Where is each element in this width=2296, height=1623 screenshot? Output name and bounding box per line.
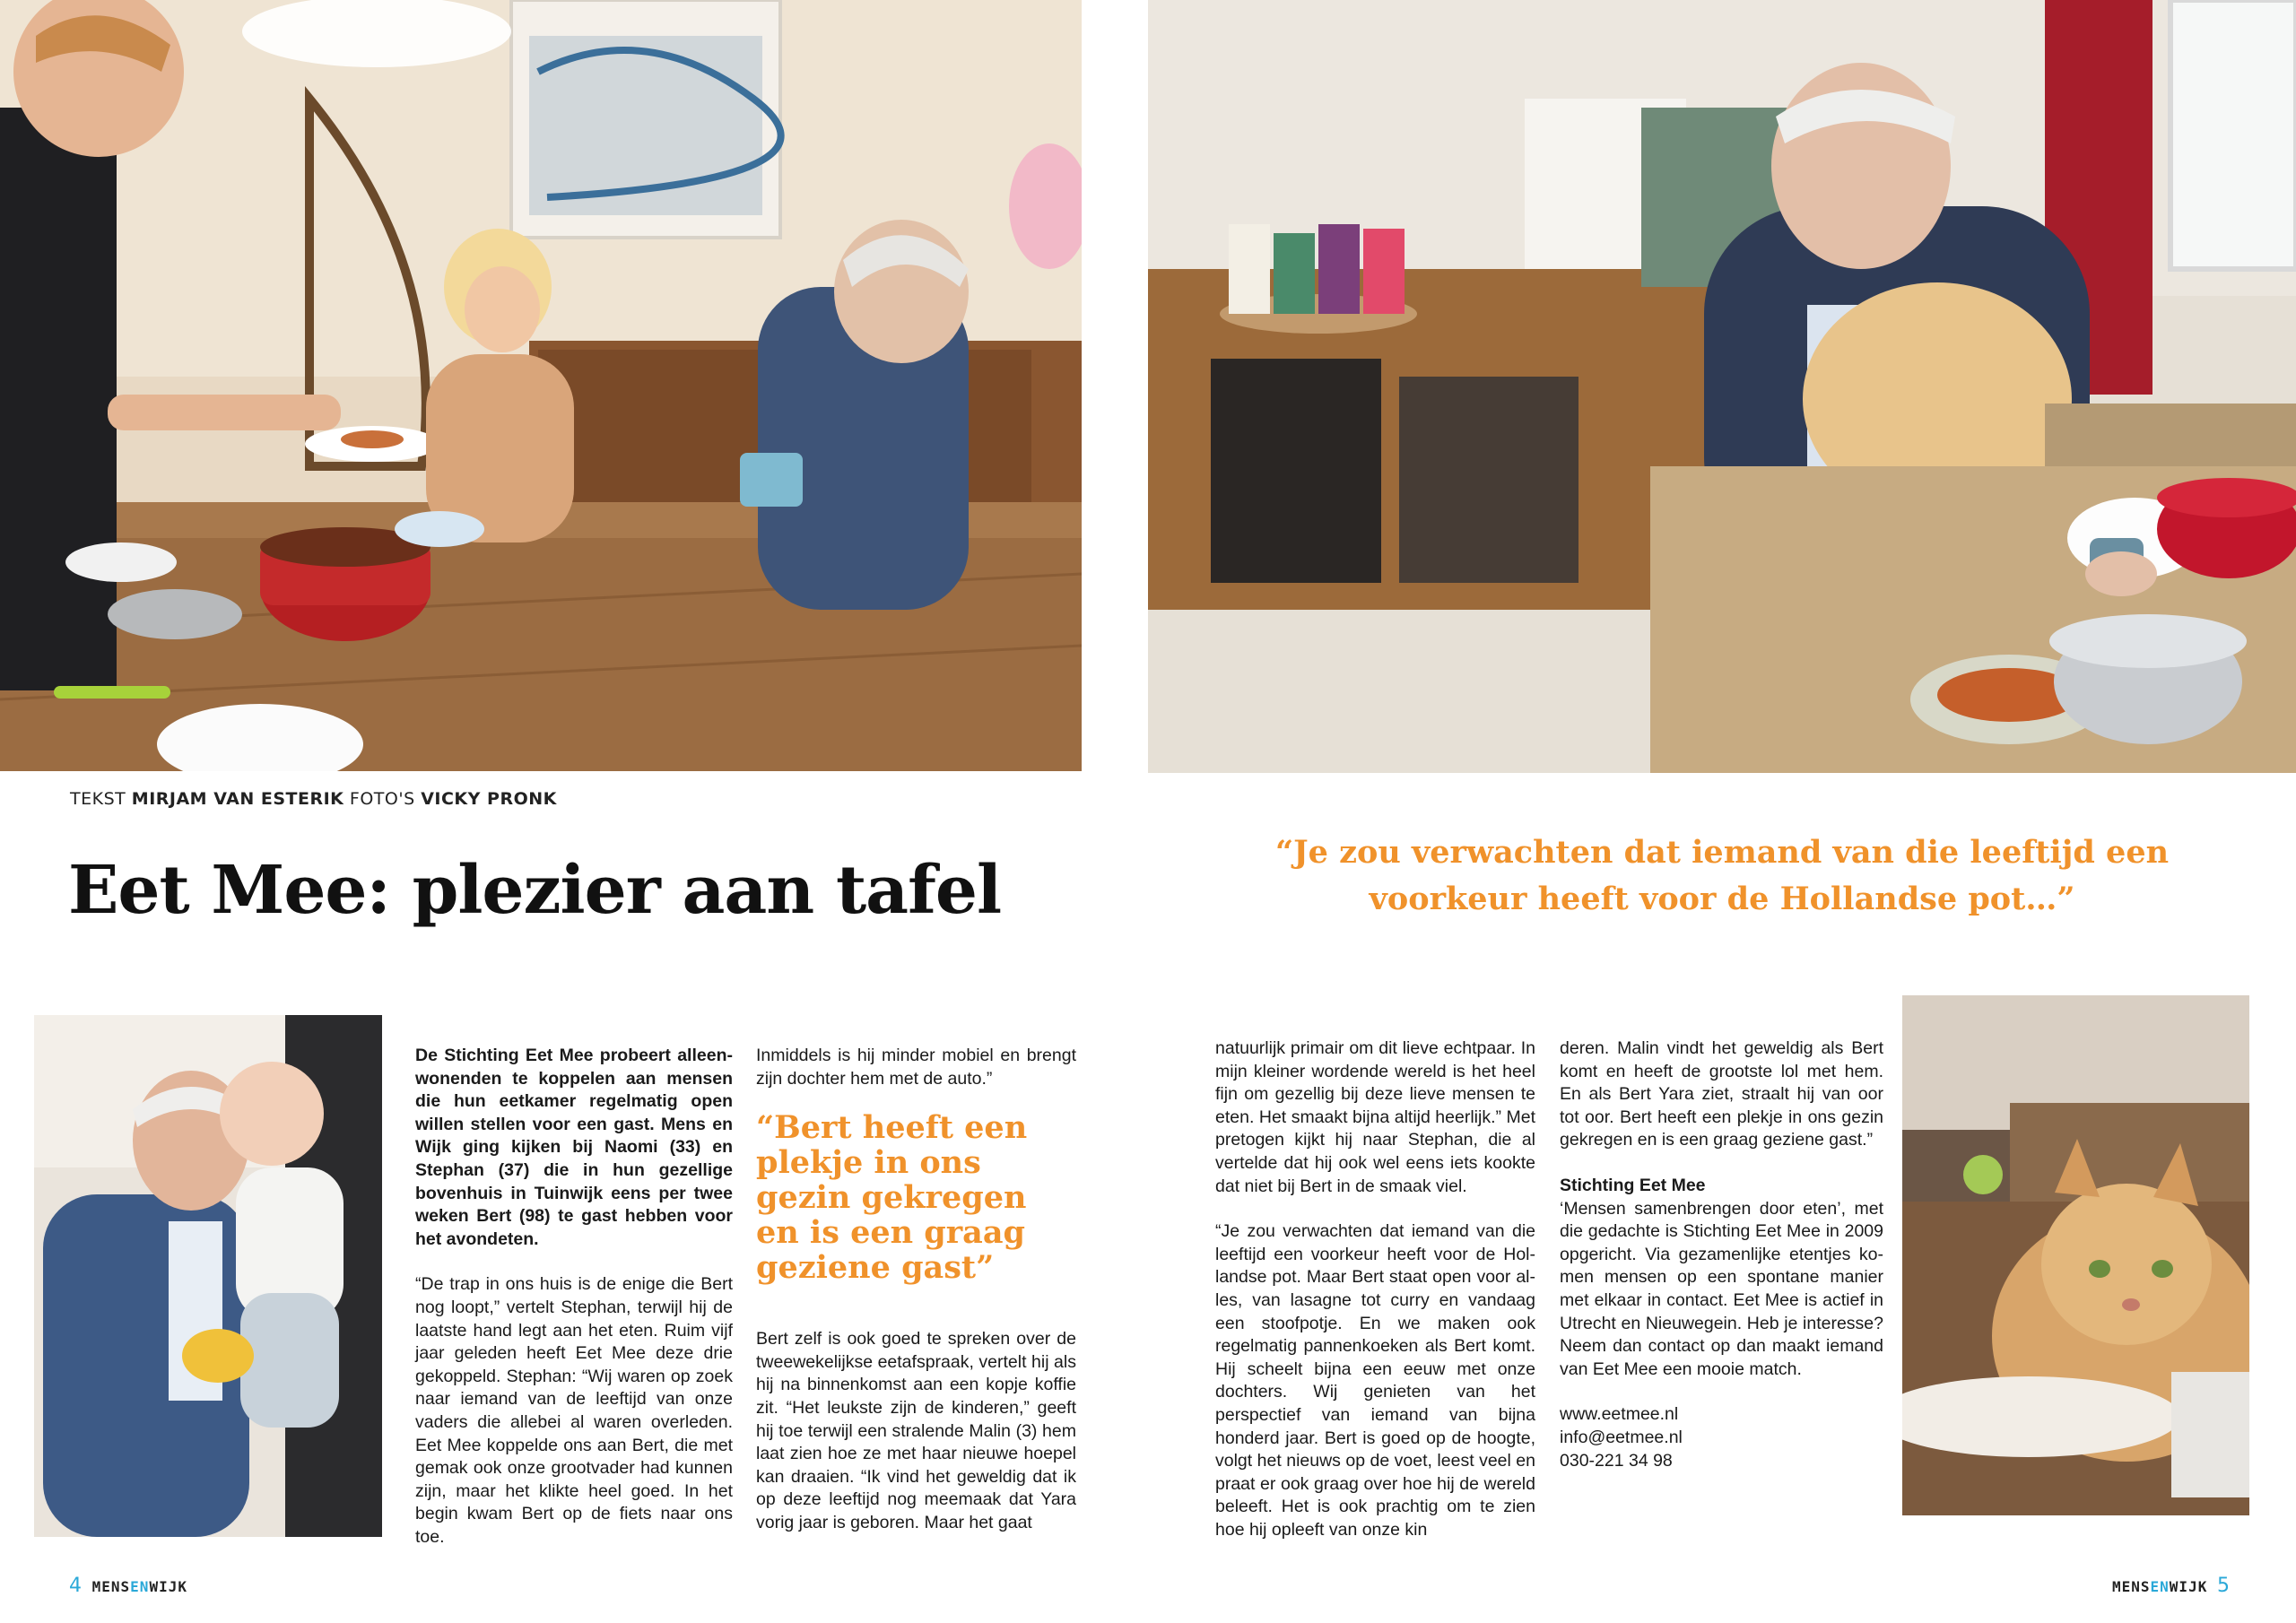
brand-wijk: WIJK: [2169, 1578, 2208, 1595]
magazine-brand-right: [2112, 1578, 2207, 1595]
page-number-left: 4: [69, 1575, 83, 1597]
contact-website: www.eetmee.nl: [1560, 1404, 1679, 1425]
brand-en: EN: [2150, 1578, 2170, 1595]
photo-bert-with-baby: [34, 1015, 382, 1537]
credit-photo-label: FOTO'S: [349, 789, 415, 809]
page-footer-right: [2112, 1575, 2231, 1597]
photo-family-dinner: [0, 0, 1082, 771]
photo-bert-and-malin: [1148, 0, 2296, 773]
credit-text-label: TEKST: [70, 789, 126, 809]
article-column-3: [1215, 1037, 1535, 1564]
article-paragraph: Bert zelf is ook goed te spreken over de tweewekelijkse eetafspraak, vertelt hij als hij na binnenkomst aan een kopje koffie zit. “Het leukste zijn de kinderen,” geeft hij toe terwijl een stralende Malin (3) hem laat zien hoe ze met haar nieuwe hoepel kan draaien. “Ik vind het geweldig dat ik op deze leeftijd nog meemaak dat Yara vorig jaar is geboren. Maar het gaat: [756, 1329, 1076, 1532]
page-footer-left: [69, 1575, 187, 1597]
article-paragraph: natuurlijk primair om dit lieve echtpaar. In mijn kleiner wordende wereld is het heel fijn om gezellig bij deze lieve mensen te eten. Het smaakt bijna altijd heerlijk.” Met pretogen kijkt hij naar Stephan, die al vertelde dat hij ook wel eens iets kookte dat niet bij Bert in de smaak viel.: [1215, 1038, 1535, 1196]
article-column-4: [1560, 1037, 1883, 1472]
article-column-2: [756, 1045, 1076, 1558]
brand-mens: MENS: [2112, 1578, 2151, 1595]
info-subheading: Stichting Eet Mee: [1560, 1175, 1706, 1195]
inline-quote: “Bert heeft een plekje in ons gezin gekregen en is een graag geziene gast”: [756, 1109, 1028, 1287]
magazine-brand-left: [92, 1578, 187, 1595]
info-paragraph: ‘Mensen samenbrengen door eten’, met die gedachte is Stichting Eet Mee in 2009 opgericht. Via gezamenlijke etentjes komen mensen op een spontane manier met elkaar in contact. Eet Mee is actief in Utrecht en Nieuwegein. Heb je interesse? Neem dan contact op dan maakt iemand van Eet Mee een mooie match.: [1560, 1198, 1883, 1379]
brand-wijk: WIJK: [149, 1578, 187, 1595]
page-number-right: 5: [2216, 1575, 2231, 1597]
contact-email: info@eetmee.nl: [1560, 1427, 1683, 1447]
article-paragraph: “Je zou verwachten dat iemand van die leeftijd een voorkeur heeft voor de Hollandse pot. Maar Bert staat open voor alles, van lasagne tot curry en vandaag een stoofpotje. En we maken ook regelmatig pannenkoeken als Bert komt. Hij scheelt bijna een eeuw met onze dochters. Wij genieten van het perspectief van iemand van bijna honderd jaar. Bert is goed op de hoogte, volgt het nieuws op de voet, leest veel en praat er ook graag over hoe hij de wereld beleeft. Het is ook prachtig om te zien hoe hij opleeft van onze kin: [1215, 1221, 1535, 1540]
brand-en: EN: [130, 1578, 150, 1595]
article-paragraph: Inmiddels is hij minder mobiel en brengt zijn dochter hem met de auto.”: [756, 1046, 1076, 1089]
article-intro: De Stichting Eet Mee probeert alleenwonenden te koppelen aan mensen die hun eetkamer regelmatig open willen stellen voor een gast. Mens en Wijk ging kijken bij Naomi (33) en Stephan (37) die in hun gezellige bovenhuis in Tuinwijk eens per twee weken Bert (98) te gast hebben voor het avondeten.: [415, 1046, 733, 1249]
credit-author: MIRJAM VAN ESTERIK: [131, 789, 344, 809]
article-paragraph: deren. Malin vindt het geweldig als Bert komt en heeft de grootste lol met hem. En als Bert Yara ziet, straalt hij van oor tot oor. Bert heeft een plekje in ons gezin gekregen en is een graag geziene gast.”: [1560, 1038, 1883, 1150]
credit-photographer: VICKY PRONK: [421, 789, 557, 809]
photo-credit-line: [70, 789, 557, 809]
photo-cat: [1902, 995, 2249, 1515]
pull-quote: “Je zou verwachten dat iemand van die leeftijd een voorkeur heeft voor de Hollandse pot…”: [1274, 834, 2170, 917]
article-paragraph: “De trap in ons huis is de enige die Bert nog loopt,” vertelt Stephan, terwijl hij de laatste hand legt aan het eten. Ruim vijf jaar geleden heeft Eet Mee deze drie gekoppeld. Stephan: “Wij waren op zoek naar iemand van de leeftijd van onze vaders die allebei al waren overleden. Eet Mee koppelde ons aan Bert, die met gemak ook onze grootvader had kunnen zijn, maar het klikte heel goed. In het begin kwam Bert op de fiets naar ons toe.: [415, 1274, 733, 1547]
contact-phone: 030-221 34 98: [1560, 1450, 1673, 1471]
article-column-1: [415, 1045, 733, 1571]
brand-mens: MENS: [91, 1578, 131, 1595]
article-headline: Eet Mee: plezier aan tafel: [68, 852, 1002, 929]
